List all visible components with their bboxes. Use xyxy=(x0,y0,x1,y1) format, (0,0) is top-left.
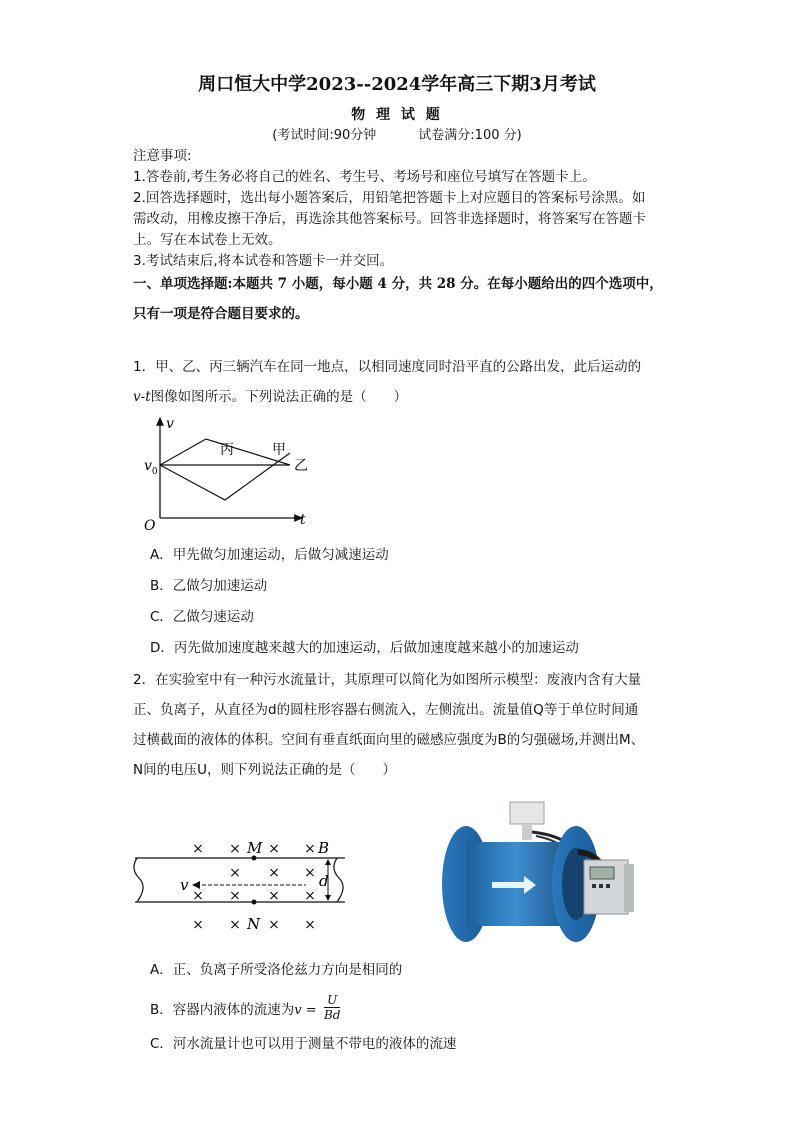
q1-stem-line2: v-t图像如图所示。下列说法正确的是（ ） xyxy=(133,389,408,405)
q2-stem-line3: 过横截面的液体的体积。空间有垂直纸面向里的磁感应强度为B的匀强磁场,并测出M、 xyxy=(133,732,645,748)
field-cross: × xyxy=(229,865,241,881)
field-cross: × xyxy=(304,917,316,933)
vt-label: v-t xyxy=(133,389,151,405)
q2-option-a: A．正、负离子所受洛伦兹力方向是相同的 xyxy=(150,962,403,978)
note-line: 上。写在本试卷上无效。 xyxy=(133,232,282,248)
exam-time: (考试时间:90分钟 xyxy=(272,128,377,143)
field-cross: × xyxy=(192,888,204,904)
subject-title: 物 理 试 题 xyxy=(351,107,443,123)
q2-option-b: B．容器内液体的流速为v = $\frac{U}{Bd}$ xyxy=(150,993,341,1022)
jia-line xyxy=(160,453,290,500)
field-cross: × xyxy=(268,841,280,857)
q1-option-a: A．甲先做匀加速运动，后做匀减速运动 xyxy=(150,547,389,563)
note-line: 需改动，用橡皮擦干净后，再选涂其他答案标号。回答非选择题时，将答案写在答题卡 xyxy=(133,211,646,227)
field-cross: × xyxy=(304,865,316,881)
flowmeter-photo xyxy=(428,792,660,952)
field-cross: × xyxy=(268,917,280,933)
jia-label: 甲 xyxy=(272,442,286,458)
label-d: d xyxy=(319,872,329,890)
q1-option-b: B．乙做匀加速运动 xyxy=(150,578,268,594)
note-line: 3.考试结束后,将本试卷和答题卡一并交回。 xyxy=(133,253,394,269)
field-cross: × xyxy=(229,841,241,857)
t-axis-label: t xyxy=(300,512,306,528)
v-axis-label: v xyxy=(166,416,174,432)
field-cross: × xyxy=(304,841,316,857)
label-b: B xyxy=(318,839,330,857)
q2-stem-line1: 2．在实验室中有一种污水流量计，其原理可以简化为如图所示模型：废液内含有大量 xyxy=(133,672,642,688)
field-cross: × xyxy=(268,865,280,881)
junction-box xyxy=(510,802,544,824)
pipe-left-edge xyxy=(134,858,143,902)
flowmeter-diagram xyxy=(130,832,345,937)
exam-score: 试卷满分:100 分) xyxy=(418,128,522,143)
label-m: M xyxy=(247,839,263,857)
exam-title: 周口恒大中学2023--2024学年高三下期3月考试 xyxy=(198,74,596,95)
velocity-symbol: v = xyxy=(294,1003,317,1018)
electrode-n xyxy=(252,900,257,905)
pipe-right-edge xyxy=(334,858,343,902)
bing-label: 丙 xyxy=(220,442,234,458)
field-cross: × xyxy=(192,841,204,857)
q2-stem-line4: N间的电压U，则下列说法正确的是（ ） xyxy=(133,762,396,778)
label-n: N xyxy=(247,915,261,933)
field-cross: × xyxy=(192,917,204,933)
note-line: 1.答卷前,考生务必将自己的姓名、考生号、考场号和座位号填写在答题卡上。 xyxy=(133,169,596,185)
section-heading-cont: 只有一项是符合题目要求的。 xyxy=(133,306,309,322)
label-v: v xyxy=(180,876,189,894)
fraction-numerator: U xyxy=(324,994,341,1008)
section-heading: 一、单项选择题:本题共 7 小题，每小题 4 分，共 28 分。在每小题给出的四个选项中， xyxy=(133,276,663,292)
field-cross: × xyxy=(304,888,316,904)
q2-stem-line2: 正、负离子，从直径为d的圆柱形容器右侧流入，左侧流出。流量值Q等于单位时间通 xyxy=(133,702,639,718)
field-cross: × xyxy=(268,888,280,904)
v0-label: $v_0$ xyxy=(144,458,158,477)
q1-stem-line1: 1．甲、乙、丙三辆汽车在同一地点，以相同速度同时沿平直的公路出发，此后运动的 xyxy=(133,359,642,375)
fraction-denominator: Bd xyxy=(323,1008,341,1022)
exam-info xyxy=(0,124,794,143)
notes-heading: 注意事项: xyxy=(133,148,192,164)
origin-label: O xyxy=(144,518,156,534)
field-cross: × xyxy=(229,888,241,904)
q1-option-d: D．丙先做加速度越来越大的加速运动，后做加速度越来越小的加速运动 xyxy=(150,640,579,656)
note-line: 2.回答选择题时，选出每小题答案后，用铅笔把答题卡上对应题目的答案标号涂黑。如 xyxy=(133,190,646,206)
q1-option-c: C．乙做匀速运动 xyxy=(150,609,254,625)
q2-option-c: C．河水流量计也可以用于测量不带电的液体的流速 xyxy=(150,1036,457,1052)
vt-graph xyxy=(140,412,320,534)
yi-label: 乙 xyxy=(294,458,308,474)
field-cross: × xyxy=(229,917,241,933)
velocity-fraction xyxy=(324,994,341,1022)
